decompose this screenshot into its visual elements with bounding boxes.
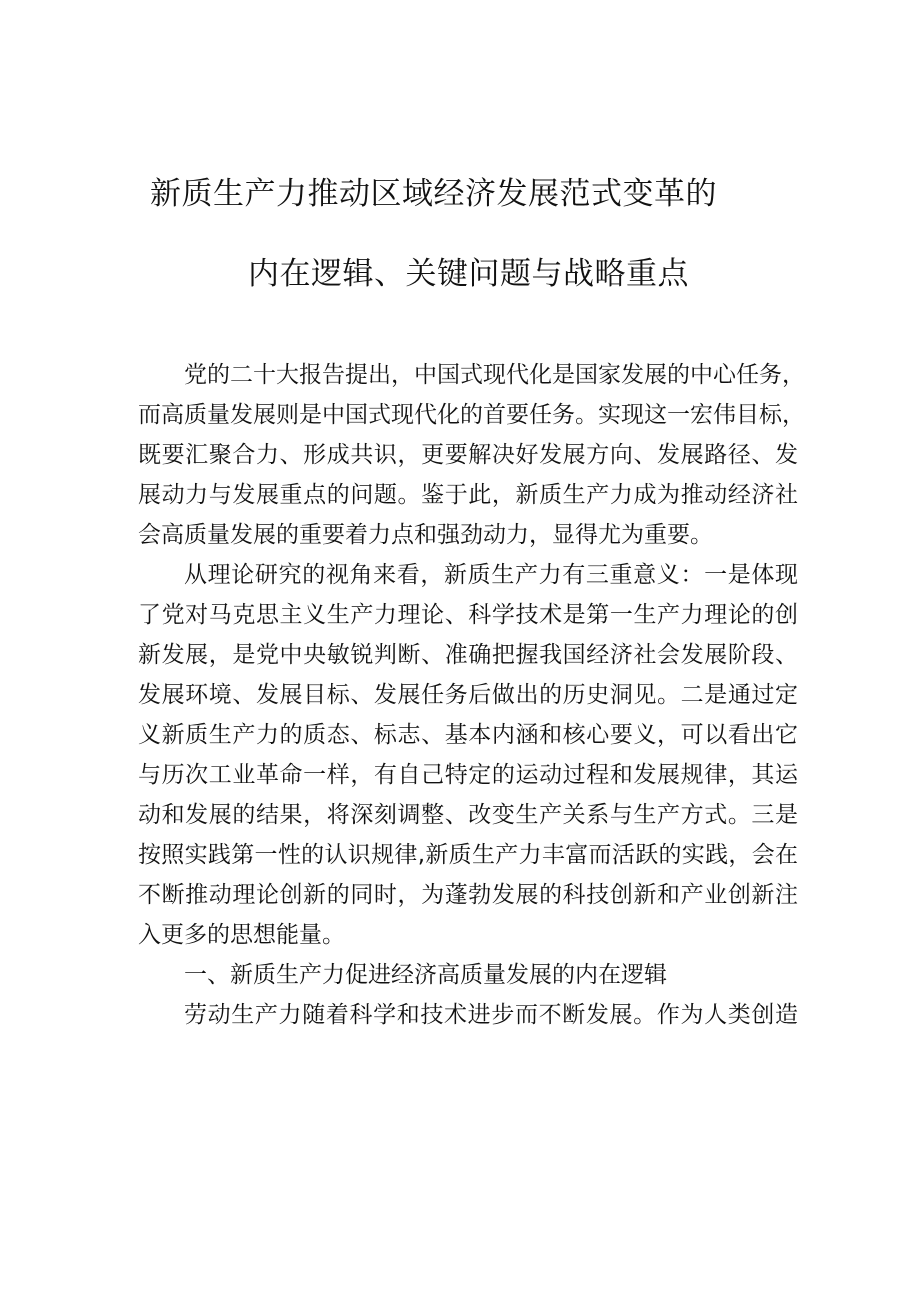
paragraph-2-line: 发展环境、发展目标、发展任务后做出的历史洞见。二是通过定: [138, 682, 798, 708]
paragraph-3-line: 劳动生产力随着科学和技术进步而不断发展。作为人类创造: [184, 1002, 798, 1028]
section-heading: 一、新质生产力促进经济高质量发展的内在逻辑: [184, 962, 667, 988]
paragraph-2-line: 了党对马克思主义生产力理论、科学技术是第一生产力理论的创: [138, 602, 798, 628]
paragraph-2-line: 按照实践第一性的认识规律,新质生产力丰富而活跃的实践，会在: [138, 842, 798, 868]
document-title-line-1: 新质生产力推动区域经济发展范式变革的: [150, 176, 717, 212]
paragraph-2-line: 义新质生产力的质态、标志、基本内涵和核心要义，可以看出它: [138, 722, 798, 748]
paragraph-1-line: 会高质量发展的重要着力点和强劲动力，显得尤为重要。: [138, 522, 713, 548]
paragraph-2-line: 从理论研究的视角来看，新质生产力有三重意义：一是体现: [184, 562, 798, 588]
paragraph-1-line: 而高质量发展则是中国式现代化的首要任务。实现这一宏伟目标，: [138, 402, 805, 428]
paragraph-2-line: 不断推动理论创新的同时，为蓬勃发展的科技创新和产业创新注: [138, 882, 798, 908]
paragraph-1-line: 展动力与发展重点的问题。鉴于此，新质生产力成为推动经济社: [138, 482, 798, 508]
paragraph-2-line: 入更多的思想能量。: [138, 922, 345, 948]
paragraph-2-line: 与历次工业革命一样，有自己特定的运动过程和发展规律，其运: [138, 762, 798, 788]
paragraph-1-line: 既要汇聚合力、形成共识，更要解决好发展方向、发展路径、发: [138, 442, 798, 468]
document-title-line-2: 内在逻辑、关键问题与战略重点: [248, 256, 689, 292]
paragraph-2-line: 动和发展的结果，将深刻调整、改变生产关系与生产方式。三是: [138, 802, 798, 828]
document-body: [138, 355, 805, 1035]
paragraph-1-line: 党的二十大报告提出，中国式现代化是国家发展的中心任务，: [184, 362, 805, 388]
paragraph-2-line: 新发展，是党中央敏锐判断、准确把握我国经济社会发展阶段、: [138, 642, 798, 668]
